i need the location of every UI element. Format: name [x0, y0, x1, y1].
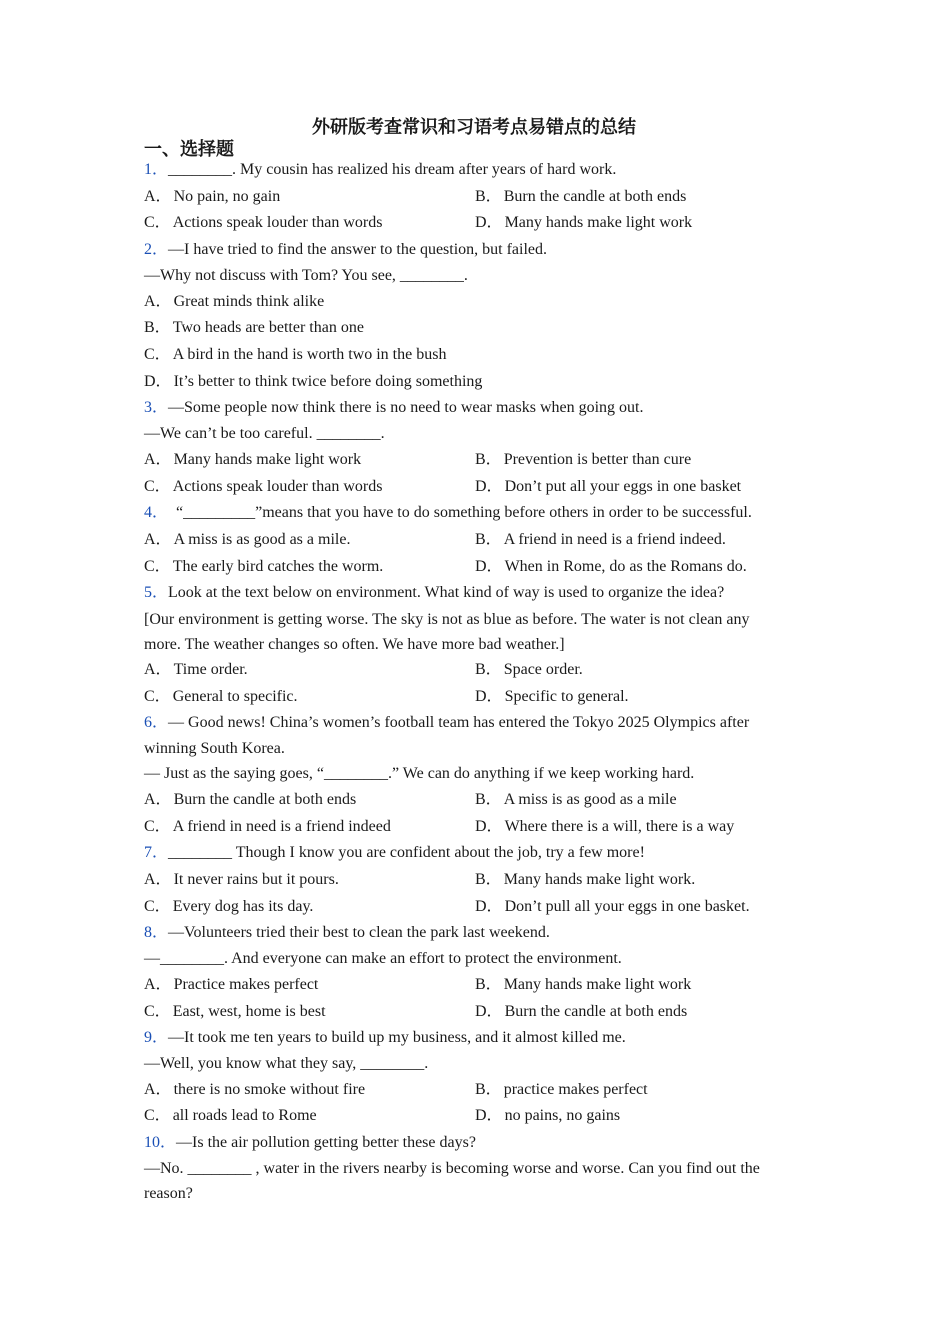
question-10-line: reason?: [144, 1185, 193, 1202]
question-5-stem: 5．Look at the text below on environment. What kind of way is used to organize the idea?: [144, 584, 725, 601]
question-4-stem: 4． “_________”means that you have to do something before others in order to be successful.: [144, 504, 752, 521]
question-10-stem: 10．—Is the air pollution getting better these days?: [144, 1134, 476, 1151]
option-row: [144, 213, 804, 235]
option-c[interactable]: C． all roads lead to Rome: [144, 1107, 317, 1124]
question-8-line: —________. And everyone can make an effort to protect the environment.: [144, 950, 622, 967]
question-number: 2．: [144, 241, 169, 258]
question-6-stem: 6．— Good news! China’s women’s football team has entered the Tokyo 2025 Olympics after: [144, 714, 750, 731]
option-row: [144, 530, 804, 552]
question-6-line: winning South Korea.: [144, 740, 285, 757]
question-1-stem: 1．________. My cousin has realized his dream after years of hard work.: [144, 161, 617, 178]
option-b[interactable]: B． Prevention is better than cure: [475, 451, 692, 468]
question-number: 8．: [144, 924, 169, 941]
question-9-stem: 9．—It took me ten years to build up my business, and it almost killed me.: [144, 1029, 626, 1046]
option-c[interactable]: C． East, west, home is best: [144, 1003, 326, 1020]
question-8-stem: 8．—Volunteers tried their best to clean the park last weekend.: [144, 924, 550, 941]
option-row: [144, 687, 804, 709]
option-b[interactable]: B． practice makes perfect: [475, 1081, 648, 1098]
question-6-line: — Just as the saying goes, “________.” We can do anything if we keep working hard.: [144, 765, 695, 782]
question-number: 7．: [144, 844, 169, 861]
option-a[interactable]: A． A miss is as good as a mile.: [144, 531, 351, 548]
option-d[interactable]: D． It’s better to think twice before doing something: [144, 373, 483, 390]
option-a[interactable]: A． Great minds think alike: [144, 293, 325, 310]
option-d[interactable]: D． Many hands make light work: [475, 214, 693, 231]
option-a[interactable]: A． Time order.: [144, 661, 248, 678]
option-b[interactable]: B． Many hands make light work.: [475, 871, 696, 888]
option-row: [144, 660, 804, 682]
question-number: 5．: [144, 584, 169, 601]
option-row: [144, 975, 804, 997]
question-3-line: —We can’t be too careful. ________.: [144, 425, 385, 442]
option-b[interactable]: B． A friend in need is a friend indeed.: [475, 531, 726, 548]
option-d[interactable]: D． no pains, no gains: [475, 1107, 621, 1124]
option-a[interactable]: A． Practice makes perfect: [144, 976, 319, 993]
option-d[interactable]: D． Burn the candle at both ends: [475, 1003, 688, 1020]
question-3-stem: 3．—Some people now think there is no need to wear masks when going out.: [144, 399, 644, 416]
option-a[interactable]: A． Many hands make light work: [144, 451, 362, 468]
option-row: [144, 187, 804, 209]
option-c[interactable]: C． Actions speak louder than words: [144, 214, 383, 231]
question-2-line: —Why not discuss with Tom? You see, ________.: [144, 267, 468, 284]
question-number: 10．: [144, 1134, 177, 1151]
option-d[interactable]: D． Specific to general.: [475, 688, 629, 705]
question-9-line: —Well, you know what they say, ________.: [144, 1055, 429, 1072]
option-row: [144, 1080, 804, 1102]
option-row: [144, 817, 804, 839]
option-a[interactable]: A． No pain, no gain: [144, 188, 281, 205]
section-heading: 一、选择题: [144, 139, 234, 159]
question-2-stem: 2．—I have tried to find the answer to the question, but failed.: [144, 241, 548, 258]
option-a[interactable]: A． Burn the candle at both ends: [144, 791, 357, 808]
option-b[interactable]: B． A miss is as good as a mile: [475, 791, 677, 808]
option-d[interactable]: D． When in Rome, do as the Romans do.: [475, 558, 747, 575]
option-row: [144, 1002, 804, 1024]
option-d[interactable]: D． Where there is a will, there is a way: [475, 818, 735, 835]
option-c[interactable]: C． A friend in need is a friend indeed: [144, 818, 391, 835]
option-row: [144, 557, 804, 579]
option-row: [144, 1106, 804, 1128]
question-number: 1．: [144, 161, 169, 178]
question-number: 4．: [144, 504, 169, 521]
question-number: 3．: [144, 399, 169, 416]
option-b[interactable]: B． Space order.: [475, 661, 583, 678]
option-c[interactable]: C． A bird in the hand is worth two in the bush: [144, 346, 447, 363]
option-c[interactable]: C． The early bird catches the worm.: [144, 558, 384, 575]
question-5-line: [Our environment is getting worse. The sky is not as blue as before. The water is not clean any: [144, 611, 750, 628]
option-row: [144, 897, 804, 919]
option-d[interactable]: D． Don’t pull all your eggs in one basket.: [475, 898, 750, 915]
option-row: [144, 450, 804, 472]
option-c[interactable]: C． General to specific.: [144, 688, 298, 705]
document-title: 外研版考查常识和习语考点易错点的总结: [312, 117, 636, 137]
option-d[interactable]: D． Don’t put all your eggs in one basket: [475, 478, 742, 495]
option-b[interactable]: B． Burn the candle at both ends: [475, 188, 687, 205]
option-row: [144, 790, 804, 812]
option-c[interactable]: C． Every dog has its day.: [144, 898, 314, 915]
option-a[interactable]: A． It never rains but it pours.: [144, 871, 339, 888]
question-10-line: —No. ________ , water in the rivers nearby is becoming worse and worse. Can you find out the: [144, 1160, 760, 1177]
option-row: [144, 477, 804, 499]
option-b[interactable]: B． Many hands make light work: [475, 976, 692, 993]
question-7-stem: 7．________ Though I know you are confident about the job, try a few more!: [144, 844, 645, 861]
question-number: 9．: [144, 1029, 169, 1046]
question-5-line: more. The weather changes so often. We have more bad weather.]: [144, 636, 565, 653]
option-row: [144, 870, 804, 892]
option-b[interactable]: B． Two heads are better than one: [144, 319, 364, 336]
question-number: 6．: [144, 714, 169, 731]
option-a[interactable]: A． there is no smoke without fire: [144, 1081, 366, 1098]
option-c[interactable]: C． Actions speak louder than words: [144, 478, 383, 495]
